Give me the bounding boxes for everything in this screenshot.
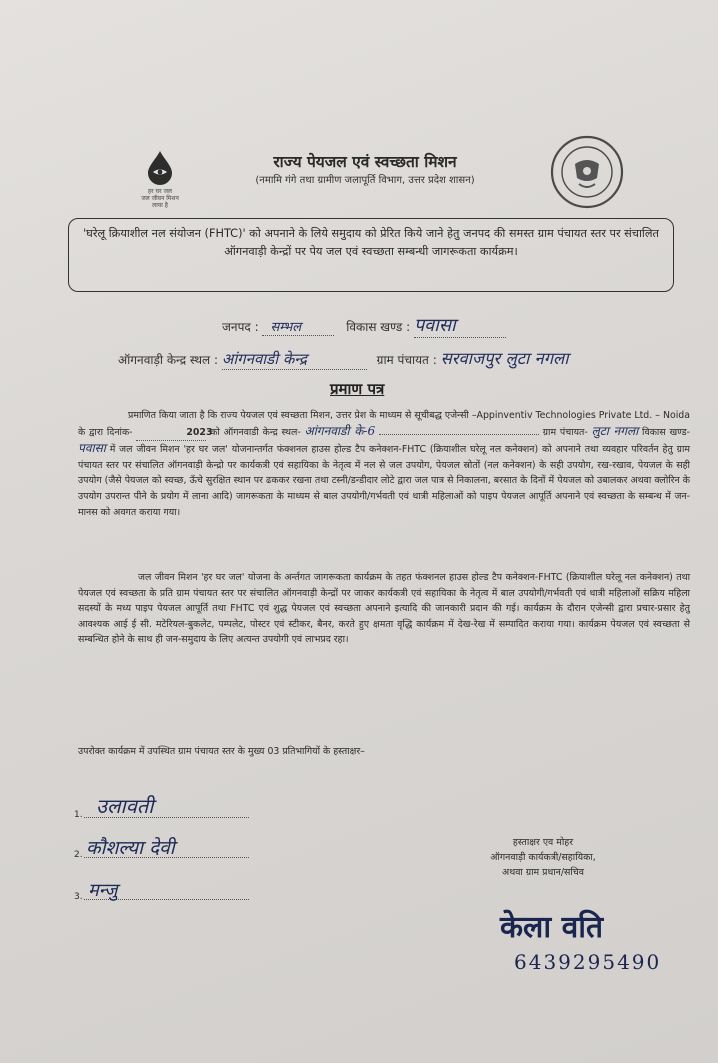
certificate-paragraph-2 (78, 570, 690, 648)
certificate-paragraph-1 (78, 408, 690, 520)
kendra-value: आंगनवाडी के-6 (304, 423, 376, 438)
date-value: 2023 (136, 425, 206, 442)
janpad-value: सम्भल (270, 320, 302, 335)
participant-number: 3. (74, 892, 83, 902)
anganwadi-field (222, 349, 367, 370)
participant-row (74, 794, 254, 820)
participant-number: 2. (74, 850, 83, 860)
water-drop-icon (145, 150, 175, 186)
participant-row (74, 838, 254, 858)
gram-panchayat-value: सरवाजपुर लुटा नगला (440, 349, 569, 368)
vikas-khand-field (414, 313, 506, 338)
vikas-khand-value: पवासा (413, 315, 456, 336)
department-subtitle: (नमामि गंगे तथा ग्रामीण जलापूर्ति विभाग, उत्तर प्रदेश शासन) (255, 175, 475, 186)
stamp-line-1: हस्ताक्षर एव मोहर (512, 837, 574, 848)
anganwadi-value: आंगनवाडी केन्द्र (221, 350, 307, 368)
participant-signature: मन्जु (88, 880, 118, 901)
janpad-label: जनपद : (222, 320, 259, 334)
participant-number: 1. (74, 810, 83, 820)
logo-caption-line: लाया है (152, 202, 168, 209)
signature-phone: 6439295490 (514, 950, 662, 974)
para2-text: जल जीवन मिशन 'हर घर जल' योजना के अर्न्तगत जागरूकता कार्यक्रम के तहत फंक्शनल हाउस होल्ड टैप कनेक्शन-FHTC (क्रियाशील घरेलू नल कनेक्शन) तथा पेयजल एवं स्वच्छता के प्रति ग्राम पंचायत स्तर पर संचालित ऑगनवाड़ी केन्द्रों पर जाकर कार्यकत्री एवं सहायिका के नेतृत्व में बाल उपयोगी/गर्भवती एवं धात्री महिलाओं सक्रिय महिला सदस्यों के मध्य पाइप पेयजल आपूर्ति तथा FHTC एवं शुद्ध पेयजल एवं स्वच्छता अपनाने इत्यादि की जानकारी प्रदान की गई। कार्यक्रम के दौरान एजेन्सी द्वारा प्रचार-प्रसार हेतु आवश्यक आई ई सी. मटेरियल-बुकलेट, पम्पलेट, पोस्टर एवं स्टीकर, बैनर, करते हुए क्षमता वृद्धि कार्यक्रम में देख-रेख में सम्पादित कराया गया। कार्यक्रम पेयजल एवं स्वच्छता से सम्बन्धित होने के साथ ही जन-समुदाय के लिए अत्यन्त उपयोगी एवं लाभप्रद रहा। (78, 572, 690, 646)
para1-text-4: विकास खण्ड- (642, 426, 690, 438)
stamp-line-2: ऑगनवाड़ी कार्यकत्री/सहायिका, (490, 852, 596, 863)
certificate-title: प्रमाण पत्र (330, 380, 385, 398)
participant-signature: उलावती (96, 794, 154, 818)
blank-line (379, 434, 539, 435)
para1-text-2: को ऑगनवाडी केन्द्र स्थल- (210, 426, 301, 438)
participant-row (74, 880, 254, 900)
program-title-box: 'घरेलू क्रियाशील नल संयोजन (FHTC)' को अपनाने के लिये समुदाय को प्रेरित किये जाने हेतु जनपद की समस्त ग्राम पंचायत स्तर पर संचालित ऑगनवाड़ी केन्द्रों पर पेय जल एवं स्वच्छता सम्बन्धी जागरूकता कार्यक्रम। (68, 218, 674, 292)
para1-text-5: में जल जीवन मिशन 'हर घर जल' योजनान्तर्गत फंक्शनल हाउस होल्ड टैप कनेक्शन-FHTC (क्रियाशील घरेलू नल कनेक्शन) को अपनाने तथा व्यवहार परिवर्तन हेतु ग्राम पंचायत स्तर पर संचालित ऑगनवाड़ी केन्द्रो पर कार्यकत्री एवं सहायिका के नेतृत्व में नल से जल उपयोग, पेयजल स्रोतों (नल कनेक्शन) के सही उपयोग, रख-रखाव, पेयजल के सही उपयोग (जैसे पेयजल को स्वच्छ, ऊँचे सुरक्षित स्थान पर ढककर रखना तथा टस्नी/डन्डीदार लोटे द्वारा जल पात्र से निकालना, बरसात के दिनों में पेयजल को उबालकर अथवा क्लोरिन के उपयोग उपरान्त पीने के प्रयोग में लाना आदि) जागरूकता के माध्यम से बाल उपयोगी/गर्भवती एवं धात्री महिलाओं को पाइप पेयजल आपूर्ति अपनाने एवं स्वच्छता के सम्बन्ध में जन-मानस को अवगत कराया गया। (78, 444, 690, 518)
anganwadi-label: ऑगनवाड़ी केन्द्र स्थल : (118, 353, 219, 367)
janpad-field (262, 317, 334, 336)
department-title: राज्य पेयजल एवं स्वच्छता मिशन (273, 153, 457, 171)
vikas-khand-label: विकास खण्ड : (346, 320, 411, 334)
panchayat-value: लुटा नगला (591, 423, 639, 438)
logo-caption (132, 188, 188, 209)
stamp-text (448, 835, 638, 880)
para1-text-1: प्रमाणित किया जाता है कि राज्य पेयजल एवं स्वच्छता मिशन, उत्तर प्रेश के माध्यम से सूचीबद्ध एजेन्सी –Appinventiv Technologies Private Ltd. – Noida के द्वारा दिनांक- (78, 410, 690, 438)
logo-caption-line: जल जीवन मिशन (141, 195, 179, 202)
para1-text-3: ग्राम पंचायत- (542, 426, 588, 438)
gram-panchayat-label: ग्राम पंचायत : (376, 353, 437, 367)
anganwadi-signature: केला वति (500, 910, 604, 945)
up-government-emblem-icon (549, 134, 625, 210)
participant-signature: कौशल्या देवी (86, 837, 175, 859)
har-ghar-jal-logo (132, 150, 188, 209)
khand-value: पवासा (78, 441, 106, 456)
logo-caption-line: हर घर जल (148, 188, 172, 195)
janpad-row (222, 313, 506, 338)
participants-intro: उपरोक्त कार्यक्रम में उपस्थित ग्राम पंचायत स्तर के मुख्य 03 प्रतिभागियों के हस्ताक्षर– (78, 746, 365, 757)
stamp-line-3: अथवा ग्राम प्रधान/सचिव (502, 867, 584, 878)
anganwadi-row (118, 346, 568, 370)
